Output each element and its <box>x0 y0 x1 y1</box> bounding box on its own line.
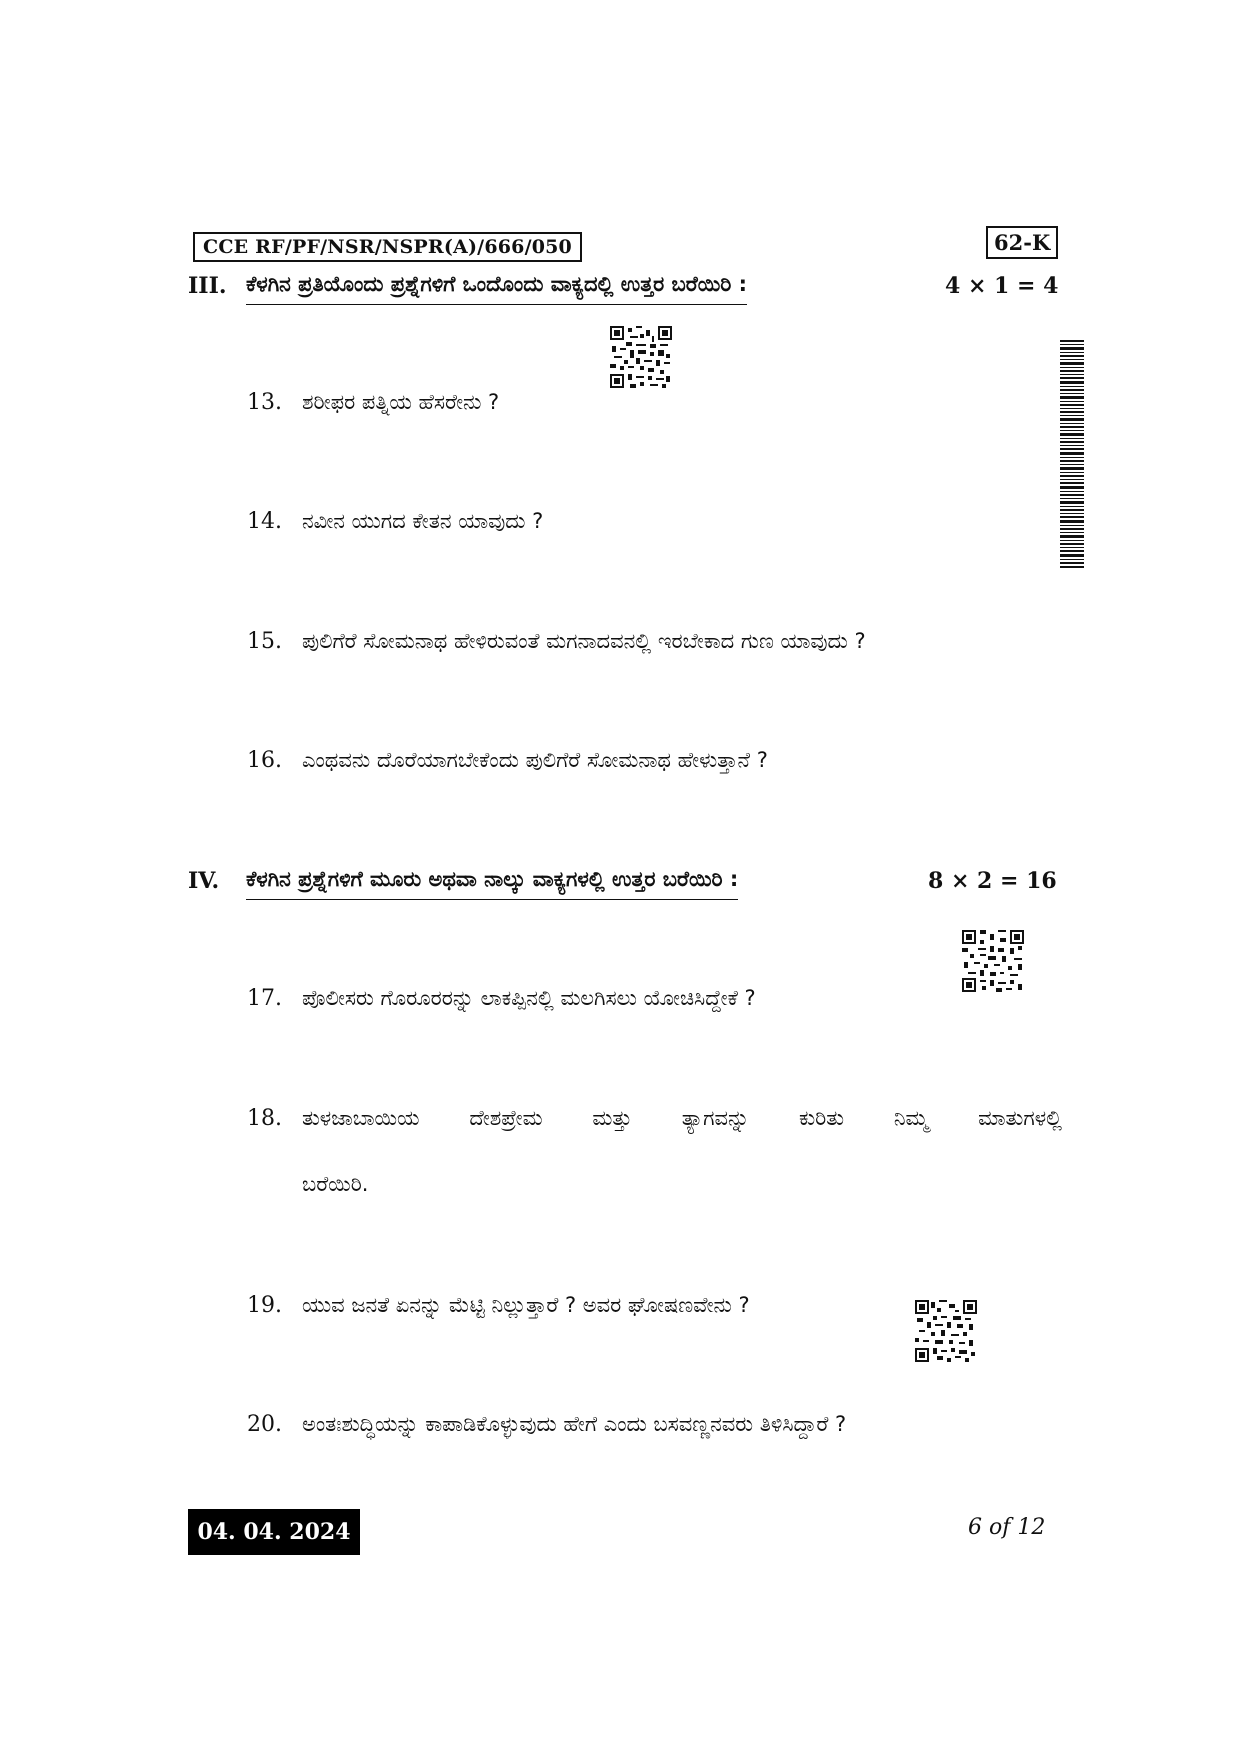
section-iv-marks: 8 × 2 = 16 <box>928 868 1057 894</box>
question-16-number: 16. <box>247 748 282 773</box>
exam-code: CCE RF/PF/NSR/NSPR(A)/666/050 <box>193 232 582 262</box>
question-15-number: 15. <box>247 629 282 654</box>
section-iii-label: III. <box>188 273 227 299</box>
paper-code: 62-K <box>986 226 1058 259</box>
qr-code-icon <box>915 1300 977 1362</box>
question-18-text-line2: ಬರೆಯಿರಿ. <box>302 1172 369 1196</box>
section-iv-label: IV. <box>188 868 220 894</box>
section-iii-marks: 4 × 1 = 4 <box>945 273 1059 299</box>
page-number: 6 of 12 <box>968 1515 1046 1540</box>
question-18-number: 18. <box>247 1106 282 1131</box>
qr-code-icon <box>962 930 1024 992</box>
question-20-number: 20. <box>247 1412 282 1437</box>
exam-date-badge: 04. 04. 2024 <box>188 1509 360 1555</box>
question-20-text: ಅಂತಃಶುದ್ಧಿಯನ್ನು ಕಾಪಾಡಿಕೊಳ್ಳುವುದು ಹೇಗೆ ಎಂದು ಬಸವಣ್ಣನವರು ತಿಳಿಸಿದ್ದಾರೆ ? <box>302 1412 847 1436</box>
question-18-text-line1: ತುಳಜಾಬಾಯಿಯ ದೇಶಪ್ರೇಮ ಮತ್ತು ತ್ಯಾಗವನ್ನು ಕುರಿತು ನಿಮ್ಮ ಮಾತುಗಳಲ್ಲಿ <box>302 1106 1062 1130</box>
question-14-number: 14. <box>247 509 282 534</box>
question-15-text: ಪುಲಿಗೆರೆ ಸೋಮನಾಥ ಹೇಳಿರುವಂತೆ ಮಗನಾದವನಲ್ಲಿ ಇರಬೇಕಾದ ಗುಣ ಯಾವುದು ? <box>302 629 866 653</box>
question-16-text: ಎಂಥವನು ದೊರೆಯಾಗಬೇಕೆಂದು ಪುಲಿಗೆರೆ ಸೋಮನಾಥ ಹೇಳುತ್ತಾನೆ ? <box>302 748 768 772</box>
question-13-text: ಶರೀಫರ ಪತ್ನಿಯ ಹೆಸರೇನು ? <box>302 390 500 414</box>
section-iv-title: ಕೆಳಗಿನ ಪ್ರಶ್ನೆಗಳಿಗೆ ಮೂರು ಅಥವಾ ನಾಲ್ಕು ವಾಕ್ಯಗಳಲ್ಲಿ ಉತ್ತರ ಬರೆಯಿರಿ : <box>246 867 738 900</box>
question-19-text: ಯುವ ಜನತೆ ಏನನ್ನು ಮೆಟ್ಟಿ ನಿಲ್ಲುತ್ತಾರೆ ? ಅವರ ಘೋಷಣವೇನು ? <box>302 1293 750 1317</box>
barcode-icon <box>1060 340 1084 568</box>
question-17-text: ಪೊಲೀಸರು ಗೊರೂರರನ್ನು ಲಾಕಪ್ಪಿನಲ್ಲಿ ಮಲಗಿಸಲು ಯೋಚಿಸಿದ್ದೇಕೆ ? <box>302 986 756 1010</box>
qr-code-icon <box>610 326 672 388</box>
question-19-number: 19. <box>247 1293 282 1318</box>
question-17-number: 17. <box>247 986 282 1011</box>
question-13-number: 13. <box>247 390 282 415</box>
section-iii-title: ಕೆಳಗಿನ ಪ್ರತಿಯೊಂದು ಪ್ರಶ್ನೆಗಳಿಗೆ ಒಂದೊಂದು ವಾಕ್ಯದಲ್ಲಿ ಉತ್ತರ ಬರೆಯಿರಿ : <box>246 272 747 305</box>
question-14-text: ನವೀನ ಯುಗದ ಕೇತನ ಯಾವುದು ? <box>302 509 544 533</box>
